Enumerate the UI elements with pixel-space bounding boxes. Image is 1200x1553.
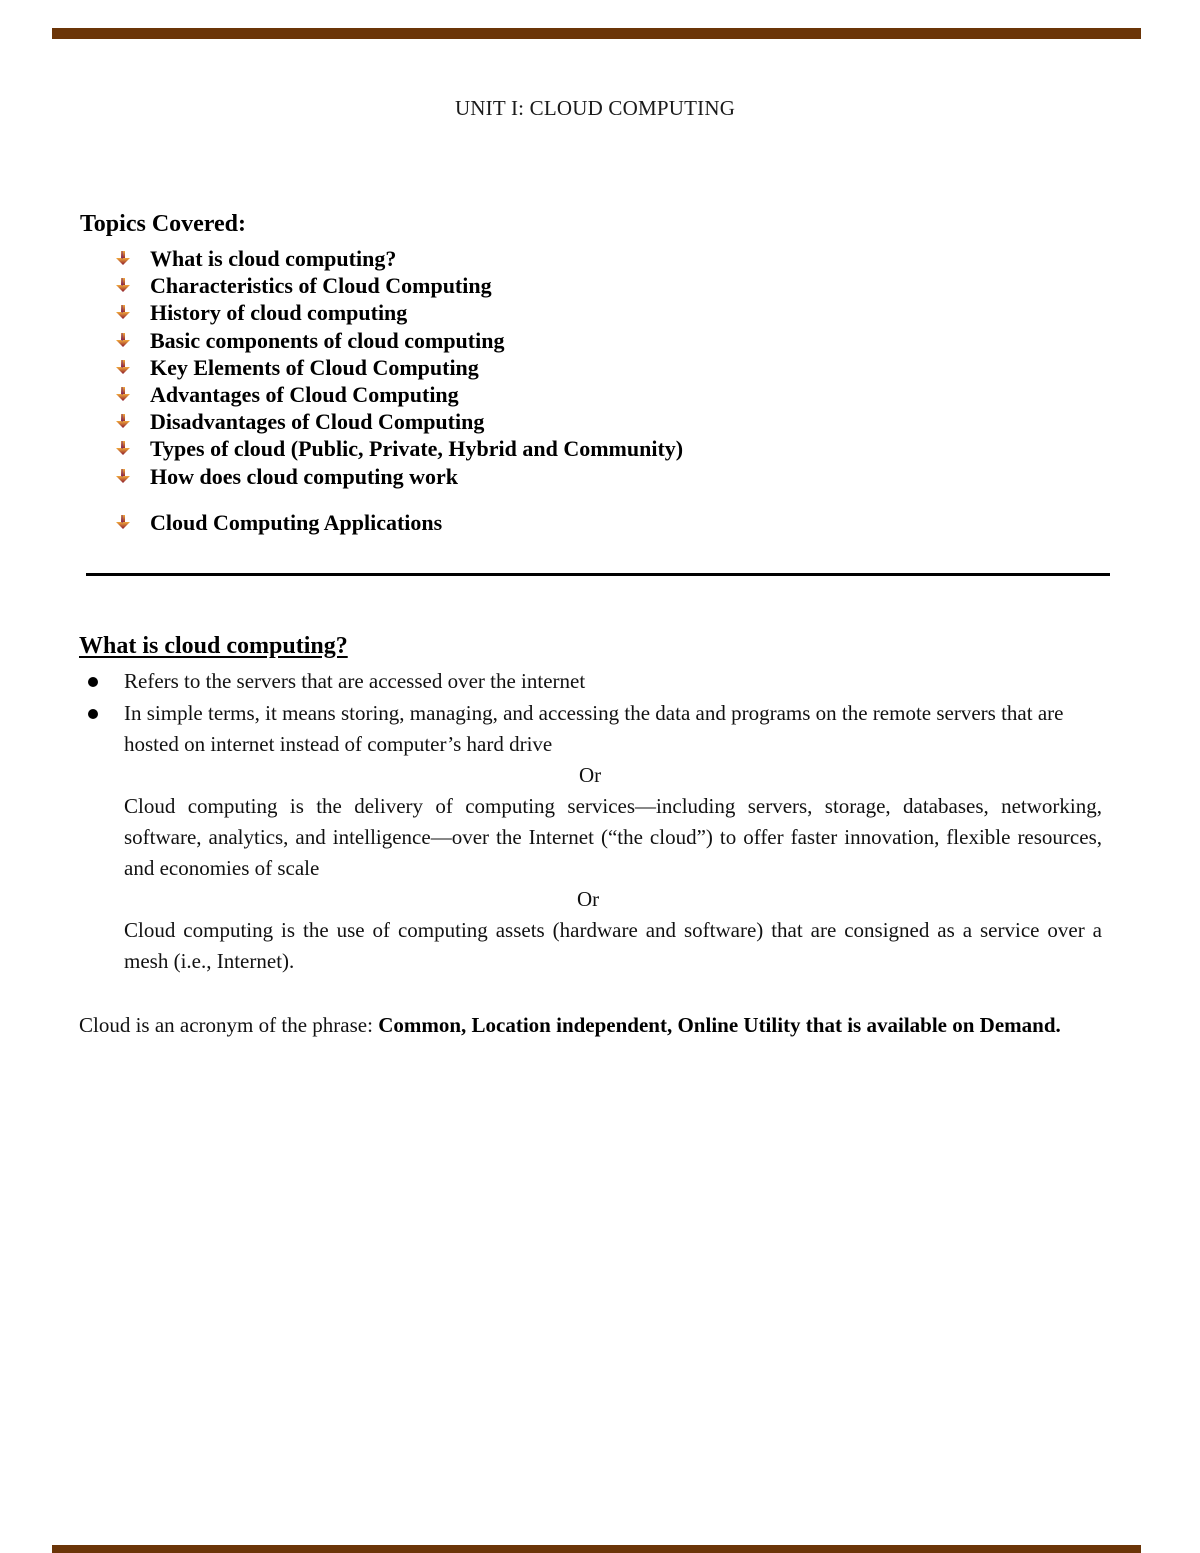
arrow-down-bullet-icon — [115, 468, 131, 484]
or-separator: Or — [577, 887, 600, 911]
section-divider — [86, 573, 1110, 576]
bullet-dot-icon — [88, 677, 98, 687]
acronym-paragraph — [79, 1010, 1102, 1041]
bullet-text-2: In simple terms, it means storing, managing, and accessing the data and programs on the remote servers that are hosted on internet instead of computer’s hard drive — [124, 701, 1064, 756]
topic-label: Characteristics of Cloud Computing — [150, 273, 492, 299]
bottom-border-rule — [52, 1545, 1141, 1553]
arrow-down-bullet-icon — [115, 304, 131, 320]
list-item — [112, 381, 683, 408]
topic-label: Basic components of cloud computing — [150, 327, 505, 353]
arrow-down-bullet-icon — [115, 359, 131, 375]
arrow-down-bullet-icon — [115, 332, 131, 348]
list-item — [112, 272, 683, 299]
list-item — [112, 463, 683, 490]
arrow-down-bullet-icon — [115, 250, 131, 266]
topic-label: History of cloud computing — [150, 300, 408, 326]
topic-label: Advantages of Cloud Computing — [150, 381, 459, 407]
arrow-down-bullet-icon — [115, 413, 131, 429]
list-item — [112, 327, 683, 354]
topic-label: Disadvantages of Cloud Computing — [150, 409, 485, 435]
list-item — [112, 435, 683, 462]
topic-label: Cloud Computing Applications — [150, 509, 443, 535]
top-border-rule — [52, 28, 1141, 39]
acronym-expansion: Common, Location independent, Online Utility that is available on Demand. — [378, 1013, 1061, 1037]
bullet-dot-icon — [88, 709, 98, 719]
arrow-down-bullet-icon — [115, 514, 131, 530]
topics-heading: Topics Covered: — [80, 211, 247, 237]
list-item — [112, 408, 683, 435]
topic-label: What is cloud computing? — [150, 246, 397, 271]
document-title: UNIT I: CLOUD COMPUTING — [454, 96, 736, 120]
list-item — [112, 354, 683, 381]
topic-label: How does cloud computing work — [150, 463, 459, 489]
list-item — [112, 299, 683, 326]
bullet-text-1: Refers to the servers that are accessed over the internet — [124, 669, 586, 693]
definition-paragraph-3: Cloud computing is the use of computing assets (hardware and software) that are consigned as a service over a mesh (i.e., Internet). — [124, 918, 1102, 973]
section-heading: What is cloud computing? — [79, 633, 348, 659]
or-separator: Or — [579, 763, 602, 787]
list-item — [112, 509, 683, 536]
arrow-down-bullet-icon — [115, 440, 131, 456]
acronym-prefix: Cloud is an acronym of the phrase: — [79, 1013, 379, 1037]
arrow-down-bullet-icon — [115, 386, 131, 402]
definition-paragraph-2: Cloud computing is the delivery of computing services—including servers, storage, databases, networking, software, analytics, and intelligence—over the Internet (“the cloud”) to offer faster innovation, flexible resources, and economies of scale — [124, 794, 1102, 880]
arrow-down-bullet-icon — [115, 277, 131, 293]
topics-list — [112, 245, 683, 536]
topic-label: Key Elements of Cloud Computing — [150, 354, 479, 380]
list-item — [112, 245, 683, 272]
topic-label: Types of cloud (Public, Private, Hybrid and Community) — [150, 436, 684, 462]
